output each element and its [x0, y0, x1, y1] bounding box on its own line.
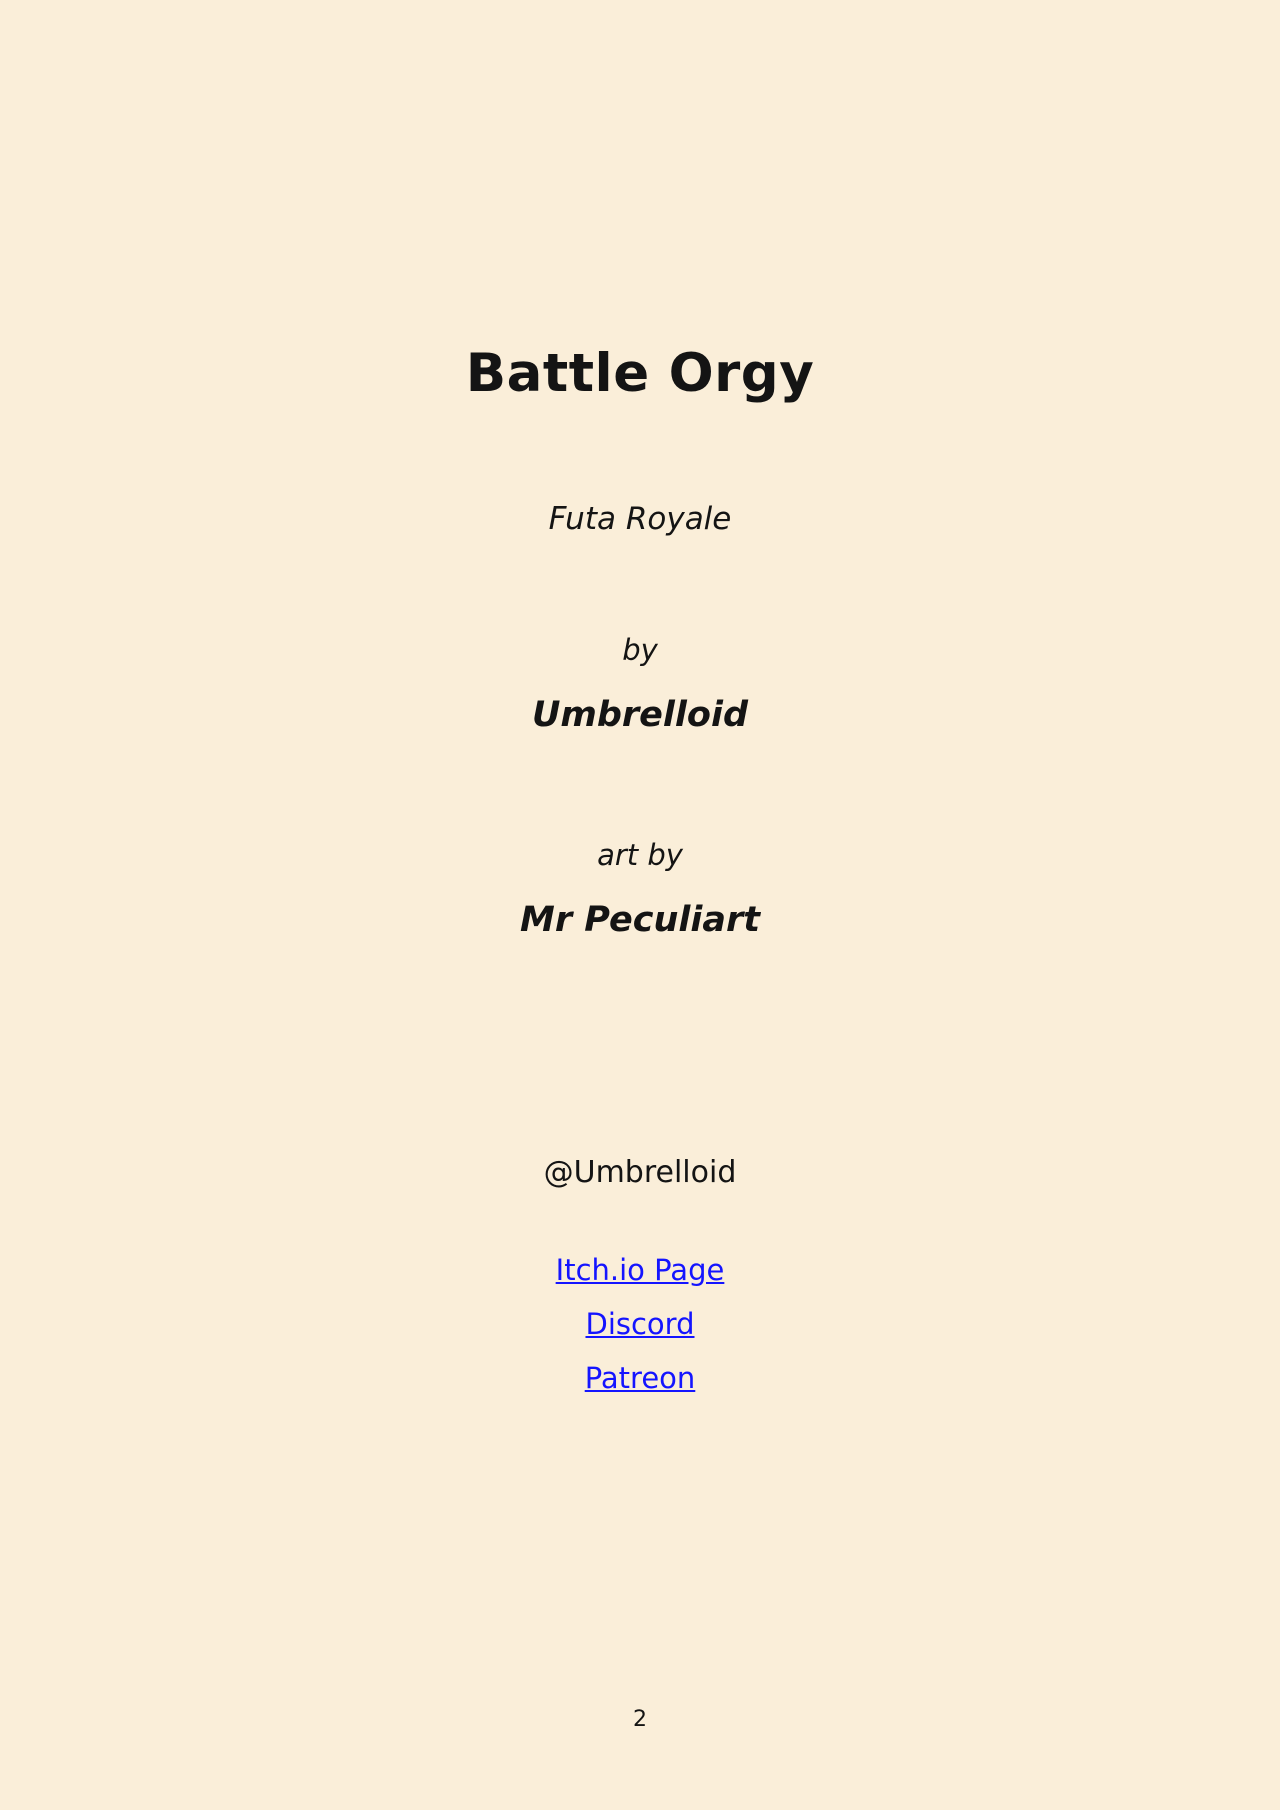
link-itch-io[interactable]: Itch.io Page — [555, 1253, 725, 1288]
link-patreon[interactable]: Patreon — [584, 1361, 696, 1396]
author-byline-label: by — [622, 633, 658, 668]
artist-byline-label: art by — [597, 838, 683, 873]
page-subtitle: Futa Royale — [548, 501, 732, 538]
author-name: Umbrelloid — [531, 695, 749, 736]
link-list — [556, 1253, 725, 1395]
social-handle: @Umbrelloid — [543, 1155, 737, 1191]
page-title: Battle Orgy — [465, 343, 815, 404]
artist-name: Mr Peculiart — [520, 900, 760, 941]
page-number: 2 — [633, 1707, 647, 1732]
link-discord[interactable]: Discord — [585, 1307, 695, 1342]
